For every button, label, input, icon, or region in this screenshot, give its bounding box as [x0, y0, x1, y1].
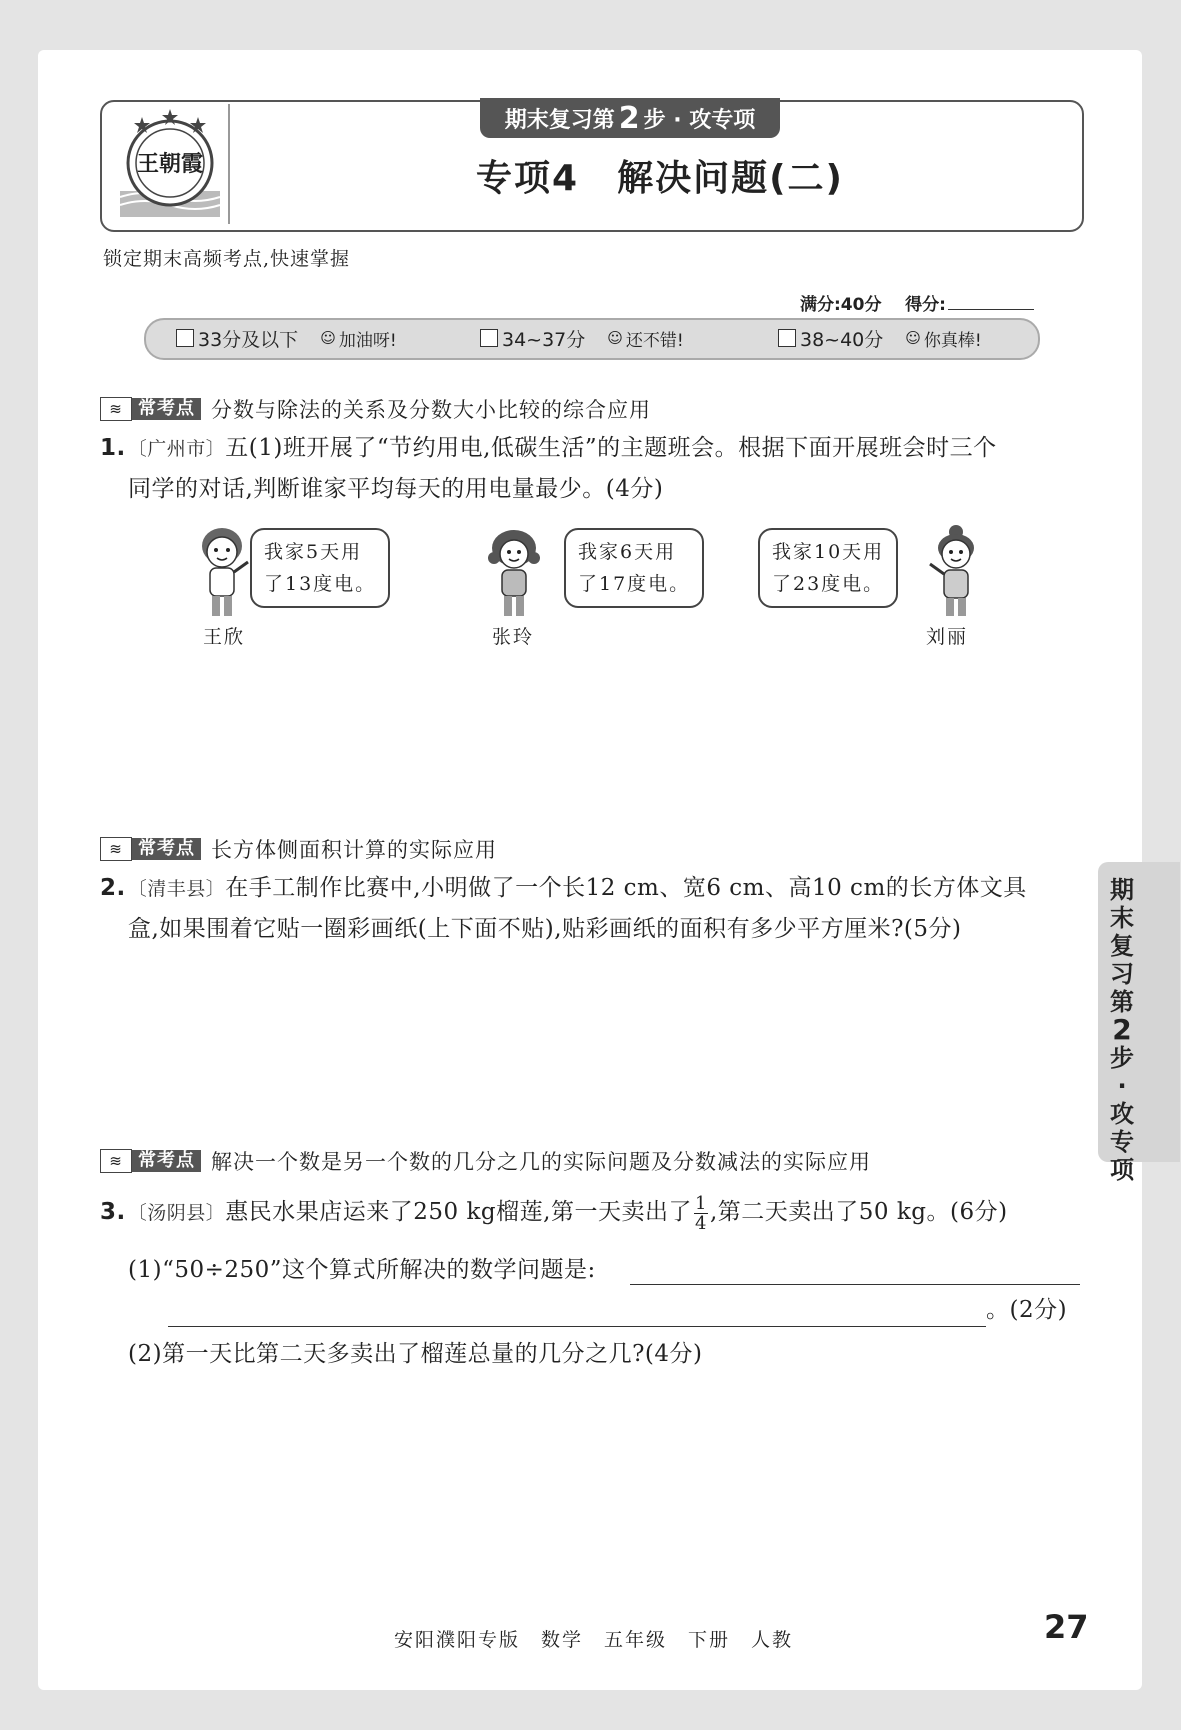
grade-message: 你真棒!: [923, 330, 982, 351]
grade-option[interactable]: [176, 321, 397, 355]
question-source: 〔清丰县〕: [127, 878, 226, 900]
question-number: 1.: [100, 435, 126, 461]
speech-bubble: [758, 528, 898, 608]
bubble-line: 了13度电。: [264, 573, 377, 595]
checkbox-icon[interactable]: [778, 329, 796, 347]
score-label: 得分:: [905, 295, 946, 315]
question-1-line1: [100, 428, 1090, 469]
grade-option[interactable]: [480, 321, 684, 355]
kid-name: 刘丽: [926, 626, 969, 648]
kid-illustration-zhangling: [482, 522, 552, 622]
kid-name: 王欣: [203, 626, 246, 648]
section-header: [100, 1146, 871, 1176]
publisher-logo: [110, 105, 230, 223]
page-number: 27: [1044, 1608, 1089, 1646]
question-source: 〔汤阴县〕: [127, 1202, 226, 1224]
section-tag-label: 常考点: [132, 398, 201, 420]
question-number: 3.: [100, 1199, 126, 1225]
speech-bubble: [250, 528, 390, 608]
section-text: 长方体侧面积计算的实际应用: [211, 838, 497, 862]
side-char: 末: [1110, 904, 1134, 932]
score-line: [800, 290, 1034, 315]
side-tab-text: [1108, 876, 1136, 1184]
answer-blank[interactable]: [630, 1284, 1080, 1285]
bubble-line: 了17度电。: [578, 573, 691, 595]
sub-question-1: (1)“50÷250”这个算式所解决的数学问题是:: [128, 1257, 596, 1283]
grade-range: 34~37分: [502, 328, 586, 351]
smiley-icon: ☺: [905, 329, 921, 347]
kid-name: 张玲: [492, 626, 535, 648]
section-header: [100, 834, 497, 864]
waves-icon: ≋: [100, 397, 132, 421]
section-tag-label: 常考点: [132, 1150, 201, 1172]
step-number: 2: [618, 100, 640, 136]
question-text: ,第二天卖出了50 kg。(6分): [709, 1199, 1008, 1225]
bubble-line: 我家6天用: [578, 541, 677, 563]
step-tab: [480, 98, 780, 138]
side-char: 专: [1110, 1128, 1134, 1156]
grade-message: 还不错!: [625, 330, 684, 351]
question-3: [100, 1192, 1090, 1233]
question-text: 惠民水果店运来了250 kg榴莲,第一天卖出了: [225, 1199, 692, 1225]
side-char: 期: [1110, 876, 1134, 904]
side-char: 攻: [1110, 1100, 1134, 1128]
section-header: [100, 394, 651, 424]
grade-message: 加油呀!: [338, 330, 397, 351]
section-text: 解决一个数是另一个数的几分之几的实际问题及分数减法的实际应用: [211, 1150, 871, 1174]
section-text: 分数与除法的关系及分数大小比较的综合应用: [211, 398, 651, 422]
side-char: 2: [1112, 1013, 1132, 1046]
side-char: 习: [1110, 960, 1134, 988]
tagline: 锁定期末高频考点,快速掌握: [103, 248, 351, 270]
grade-option[interactable]: [778, 321, 982, 355]
question-text: 在手工制作比赛中,小明做了一个长12 cm、宽6 cm、高10 cm的长方体文具: [225, 875, 1027, 901]
score-blank[interactable]: [948, 309, 1034, 310]
kid-illustration-liuli: [920, 522, 990, 622]
sub-question-2: (2)第一天比第二天多卖出了榴莲总量的几分之几?(4分): [128, 1341, 703, 1367]
side-char: 复: [1110, 932, 1134, 960]
checkbox-icon[interactable]: [176, 329, 194, 347]
question-1-line2: 同学的对话,判断谁家平均每天的用电量最少。(4分): [128, 476, 664, 502]
grade-range: 33分及以下: [198, 328, 299, 351]
speech-bubble: [564, 528, 704, 608]
step-prefix: 期末复习第: [504, 107, 615, 133]
fraction-denominator: 4: [694, 1212, 707, 1234]
side-char: ·: [1117, 1072, 1127, 1100]
svg-text:王朝霞: 王朝霞: [136, 151, 204, 177]
question-2-line2: 盒,如果围着它贴一圈彩画纸(上下面不贴),贴彩画纸的面积有多少平方厘米?(5分): [128, 916, 962, 942]
answer-blank[interactable]: [168, 1326, 986, 1327]
side-char: 第: [1110, 988, 1134, 1016]
question-text: 五(1)班开展了“节约用电,低碳生活”的主题班会。根据下面开展班会时三个: [225, 435, 997, 461]
question-number: 2.: [100, 875, 126, 901]
sub-question-1-end: 。(2分): [986, 1297, 1068, 1323]
question-1: [100, 428, 1090, 509]
logo-divider: [228, 104, 230, 224]
fraction-numerator: 1: [694, 1192, 707, 1214]
grade-range: 38~40分: [800, 328, 884, 351]
side-char: 项: [1110, 1156, 1134, 1184]
page-title: 专项4 解决问题(二): [476, 158, 844, 199]
bubble-line: 了23度电。: [772, 573, 885, 595]
smiley-icon: ☺: [320, 329, 336, 347]
question-2-line1: [100, 868, 1090, 909]
section-tag-label: 常考点: [132, 838, 201, 860]
waves-icon: ≋: [100, 1149, 132, 1173]
bubble-line: 我家10天用: [772, 541, 885, 563]
fraction: [694, 1194, 708, 1233]
step-suffix: 步 · 攻专项: [643, 107, 756, 133]
full-score: 满分:40分: [800, 295, 882, 315]
question-2: [100, 868, 1090, 949]
footer: 安阳濮阳专版 数学 五年级 下册 人教: [394, 1629, 794, 1651]
smiley-icon: ☺: [607, 329, 623, 347]
question-source: 〔广州市〕: [127, 438, 226, 460]
checkbox-icon[interactable]: [480, 329, 498, 347]
waves-icon: ≋: [100, 837, 132, 861]
side-char: 步: [1110, 1044, 1134, 1072]
bubble-line: 我家5天用: [264, 541, 363, 563]
